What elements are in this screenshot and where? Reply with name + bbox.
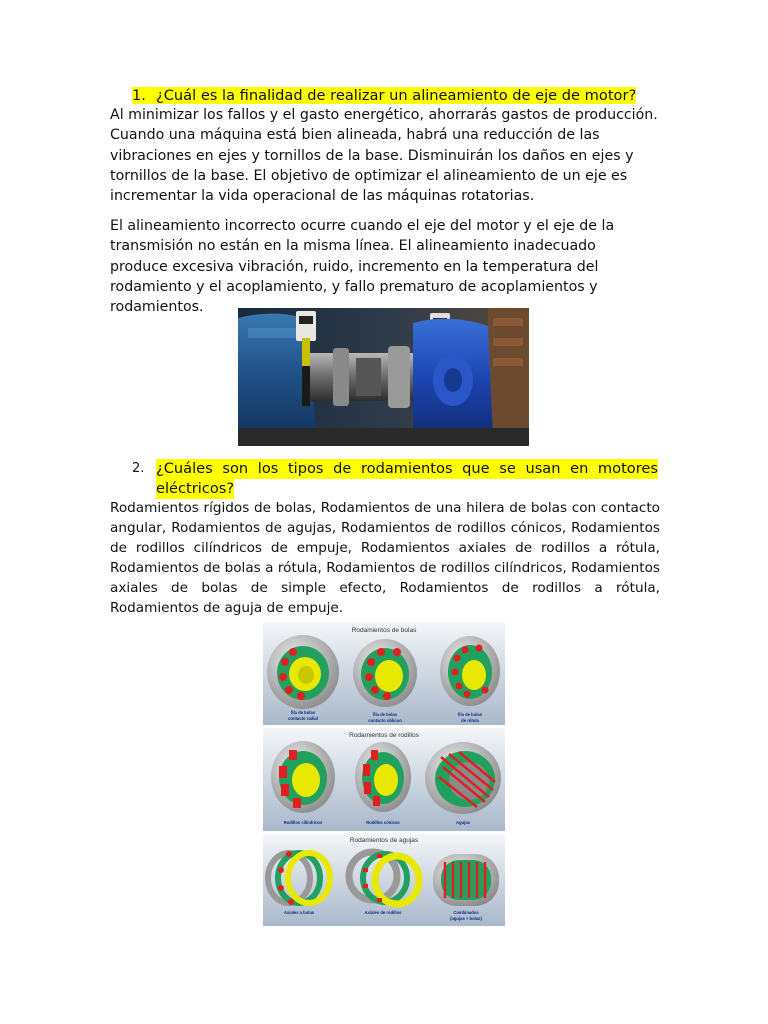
label-ball-selfalign-1: fila de bolas [457,712,483,717]
label-axial-ball: Axiales a bolas [283,910,315,915]
answer-1-paragraph-2: El alineamiento incorrecto ocurre cuando el eje del motor y el eje de la transmisión no están en la misma línea. El alineamiento inadecuado produce excesiva vibración, ruido, incremento en la temperatura del rodamiento y el acoplamiento, y fallo prematuro de acoplamientos y rodamientos. [110,218,615,316]
question-2-text-line-2: eléctricos? [156,480,235,497]
label-ball-radial-1: fila de bolas [290,710,316,715]
answer-1-paragraph-1: Al minimizar los fallos y el gasto energético, ahorrarás gastos de producción. Cuando una máquina está bien alineada, habrá una reducción de las vibraciones en ejes y tornillos de la base. Disminuirán los daños en ejes y tornillos de la base. El objetivo de optimizar el alineamiento de un eje es incrementar la vida operacional de las máquinas rotatorias. [110,107,658,205]
label-ball-oblique-1: fila de bolas [372,712,398,717]
label-roller-needle: Agujas [456,820,470,825]
ball-bearing-oblique [353,639,417,707]
label-roller-cylindrical: Rodillos cilíndricos [283,820,323,825]
motor-alignment-photo [238,308,529,446]
label-axial-roller: Axiales de rodillos [364,910,402,915]
combined-needle-ball-bearing [433,854,499,906]
figure-section-1-title: Rodamientos de bolas [351,627,417,634]
bearing-types-figure [263,622,505,926]
question-1-text: ¿Cuál es la finalidad de realizar un alineamiento de eje de motor? [156,87,637,104]
figure-section-3-title: Rodamientos de agujas [349,837,419,844]
label-roller-tapered: Rodillos cónicos [366,820,400,825]
roller-bearing-needle [425,742,501,814]
roller-bearing-tapered [355,742,411,812]
ball-bearing-radial [267,635,339,709]
answer-2-paragraph: Rodamientos rígidos de bolas, Rodamientos de una hilera de bolas con contacto angular, Rodamientos de agujas, Rodamientos de rodillos cónicos, Rodamientos de rodillos cilíndricos de empuje, Rodamientos axiales de rodillos a rótula, Rodamientos de bolas a rótula, Rodamientos de rodillos cilíndricos, Rodamientos axiales de bolas de simple efecto, Rodamientos de rodillos a rótula, Rodamientos de aguja de empuje. [110,500,660,616]
label-ball-selfalign-2: de rótula [461,718,479,723]
label-ball-radial-2: contacto radial [288,716,318,721]
ball-bearing-self-aligning [440,636,500,706]
question-1-number: 1. [132,87,146,104]
question-1 [132,86,636,106]
question-2-text-line-1: ¿Cuáles son los tipos de rodamientos que se usan en motores [156,460,658,477]
label-ball-oblique-2: contacto oblicuo [368,718,402,723]
label-combined-2: (agujas + bolas) [450,916,482,921]
question-2-number: 2. [132,461,145,476]
figure-section-2-title: Rodamientos de rodillos [349,732,419,739]
label-combined-1: Combinados [453,910,479,915]
roller-bearing-cylindrical [271,741,335,813]
